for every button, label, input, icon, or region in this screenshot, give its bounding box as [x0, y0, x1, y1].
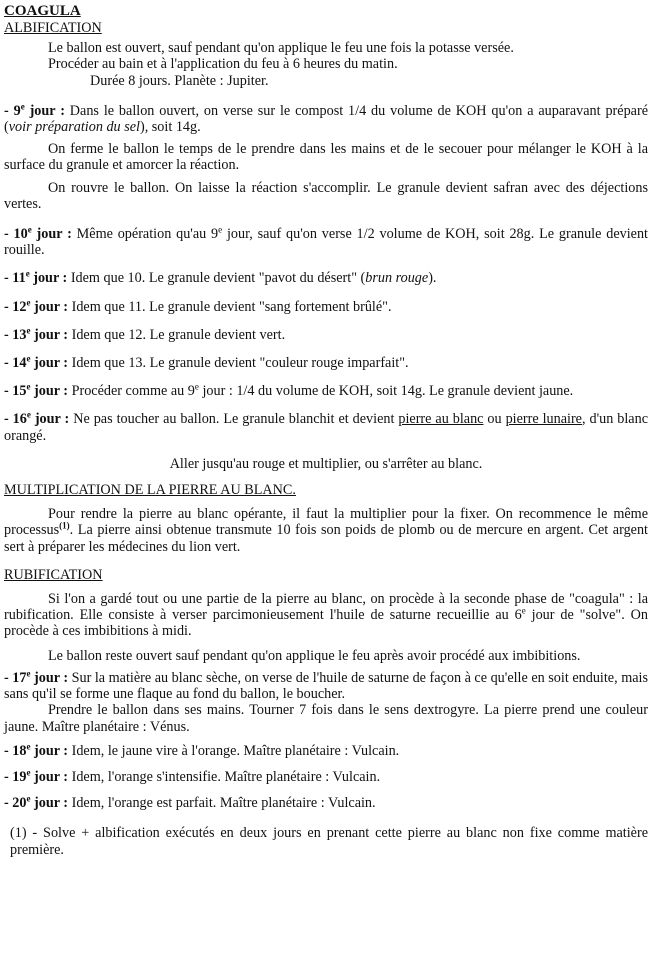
- rubification-paragraph-2: Le ballon reste ouvert sauf pendant qu'on applique le feu après avoir procédé aux imbibitions.: [48, 647, 581, 664]
- day-14-paragraph: - 14e jour : Idem que 13. Le granule devient "couleur rouge imparfait".: [4, 353, 409, 372]
- day-12-paragraph: - 12e jour : Idem que 11. Le granule devient "sang fortement brûlé".: [4, 296, 392, 315]
- day-20-label: - 20e jour :: [4, 793, 69, 812]
- footnote-ref: (1): [59, 520, 70, 531]
- day-10-label: - 10e jour :: [4, 224, 72, 243]
- day-10-paragraph: - 10e jour : Même opération qu'au 9e jour, sauf qu'on verse 1/2 volume de KOH, soit 28g. Le granule devient rouille.: [4, 224, 648, 259]
- section-heading-albification: ALBIFICATION: [4, 20, 102, 36]
- day-19-paragraph: - 19e jour : Idem, l'orange s'intensifie. Maître planétaire : Vulcain.: [4, 767, 381, 785]
- albification-intro: [4, 40, 648, 89]
- day-9-paragraph: - 9e jour : Dans le ballon ouvert, on verse sur le compost 1/4 du volume de KOH qu'on a auparavant préparé (voir préparation du sel), soit 14g.: [4, 101, 648, 136]
- section-heading-multiplication: MULTIPLICATION DE LA PIERRE AU BLANC.: [4, 482, 296, 499]
- day-19-label: - 19e jour :: [4, 767, 69, 785]
- document-title: COAGULA: [4, 3, 81, 19]
- day-14-label: - 14e jour :: [4, 353, 69, 372]
- center-instruction: Aller jusqu'au rouge et multiplier, ou s'arrêter au blanc.: [169, 455, 483, 472]
- day-12-label: - 12e jour :: [4, 296, 69, 315]
- day-16-label: - 16e jour :: [4, 409, 70, 428]
- day-13-paragraph: - 13e jour : Idem que 12. Le granule devient vert.: [4, 325, 286, 343]
- intro-line-3: Durée 8 jours. Planète : Jupiter.: [90, 72, 269, 89]
- day-17-label: - 17e jour :: [4, 668, 69, 686]
- day-11-paragraph: - 11e jour : Idem que 10. Le granule devient "pavot du désert" (brun rouge).: [4, 268, 437, 287]
- day-17-paragraph: - 17e jour : Sur la matière au blanc sèche, on verse de l'huile de saturne de façon à ce qu'elle en soit enduite, mais sans qu'il se forme une flaque au fond du ballon, le boucher.: [4, 668, 648, 703]
- paragraph-ferme: On ferme le ballon le temps de le prendre dans les mains et de le secouer pour mélanger le KOH à la surface du granule et amorcer la réaction.: [4, 141, 648, 174]
- day-13-label: - 13e jour :: [4, 325, 69, 343]
- intro-line-1: Le ballon est ouvert, sauf pendant qu'on applique le feu une fois la potasse versée.: [48, 40, 514, 57]
- day-20-paragraph: - 20e jour : Idem, l'orange est parfait. Maître planétaire : Vulcain.: [4, 793, 376, 812]
- rubification-paragraph-3: Prendre le ballon dans ses mains. Tourner 7 fois dans le sens dextrogyre. La pierre prend une couleur jaune. Maître planétaire : Vénus.: [4, 702, 648, 735]
- rubification-paragraph-1: Si l'on a gardé tout ou une partie de la pierre au blanc, on procède à la seconde phase de "coagula" : la rubification. Elle consiste à verser parcimonieusement l'huile de saturne recueillie au 6e jour de "solve". On procède à ces imbibitions à midi.: [4, 591, 648, 640]
- multiplication-paragraph: Pour rendre la pierre au blanc opérante, il faut la multiplier pour la fixer. On recommence le même processus$^{(1)}$. La pierre ainsi obtenue transmute 10 fois son poids de plomb ou de mercure en argent. Cet argent sert à préparer les médecines du lion vert.: [4, 506, 648, 555]
- day-15-paragraph: - 15e jour : Procéder comme au 9e jour : 1/4 du volume de KOH, soit 14g. Le granule devient jaune.: [4, 381, 574, 400]
- document-page: [4, 2, 648, 858]
- section-heading-rubification: RUBIFICATION: [4, 566, 103, 583]
- day-9-label: - 9e jour :: [4, 101, 65, 119]
- footnote: (1) - Solve + albification exécutés en deux jours en prenant cette pierre au blanc non fixe comme matière première.: [10, 825, 648, 858]
- day-18-label: - 18e jour :: [4, 740, 69, 759]
- day-16-paragraph: - 16e jour : Ne pas toucher au ballon. Le granule blanchit et devient pierre au blanc ou pierre lunaire, d'un blanc orangé.: [4, 409, 648, 444]
- paragraph-rouvre: On rouvre le ballon. On laisse la réaction s'accomplir. Le granule devient safran avec des déjections vertes.: [4, 179, 648, 212]
- day-11-label: - 11e jour :: [4, 268, 68, 287]
- day-18-paragraph: - 18e jour : Idem, le jaune vire à l'orange. Maître planétaire : Vulcain.: [4, 740, 400, 759]
- day-15-label: - 15e jour :: [4, 381, 69, 400]
- intro-line-2: Procéder au bain et à l'application du feu à 6 heures du matin.: [48, 56, 398, 73]
